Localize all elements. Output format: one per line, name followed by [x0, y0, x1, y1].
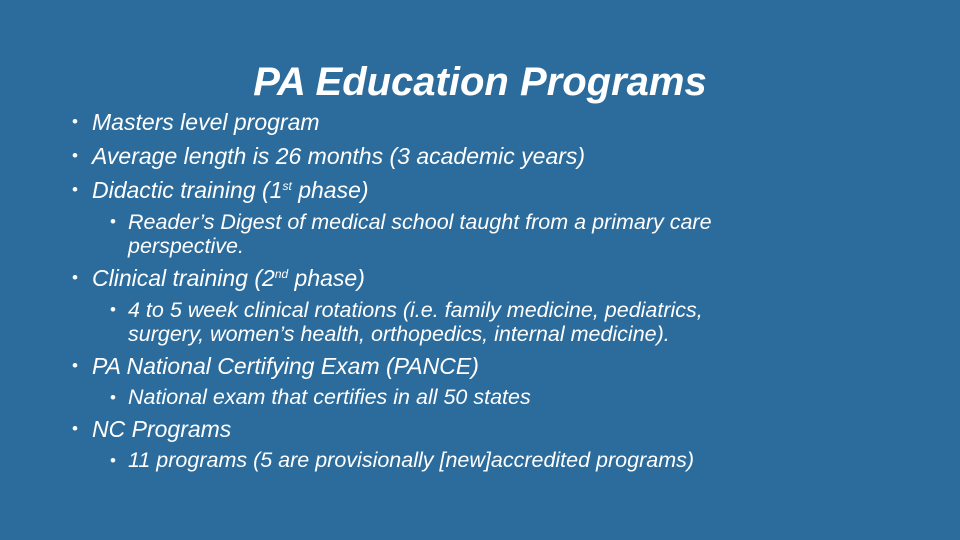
sub-bullet-clinical [72, 295, 912, 349]
bullet-icon: • [72, 419, 78, 438]
sub-bullet-icon: • [110, 388, 116, 407]
sub-bullet-line-1: 4 to 5 week clinical rotations (i.e. family medicine, pediatrics, [128, 298, 703, 322]
sub-bullet-text: National exam that certifies in all 50 states [128, 385, 531, 409]
bullet-text: Clinical training (2 [92, 265, 275, 291]
bullet-icon: • [72, 268, 78, 287]
bullet-masters [72, 105, 912, 139]
sub-bullet-nc-programs [72, 446, 912, 475]
sub-bullet-pance [72, 383, 912, 412]
sub-bullet-text: 11 programs (5 are provisionally [new]accredited programs) [128, 448, 695, 472]
sub-bullet-line-2: perspective. [128, 234, 244, 258]
ordinal-suffix: st [282, 179, 292, 193]
bullet-icon: • [72, 112, 78, 131]
bullet-icon: • [72, 146, 78, 165]
sub-bullet-line-1: Reader’s Digest of medical school taught from a primary care [128, 210, 712, 234]
sub-bullet-icon: • [110, 212, 116, 231]
bullet-text: PA National Certifying Exam (PANCE) [92, 353, 479, 379]
bullet-text: Didactic training (1 [92, 177, 283, 203]
bullet-icon: • [72, 180, 78, 199]
bullet-text-end: phase) [291, 177, 369, 203]
bullet-text: NC Programs [92, 416, 232, 442]
sub-bullet-didactic [72, 207, 912, 261]
ordinal-suffix: nd [274, 267, 289, 281]
bullet-didactic [72, 173, 912, 207]
bullet-clinical [72, 261, 912, 295]
slide-title: PA Education Programs [253, 60, 707, 104]
bullet-pance [72, 349, 912, 383]
bullet-text: Masters level program [92, 109, 320, 135]
sub-bullet-icon: • [110, 300, 116, 319]
bullet-text-end: phase) [288, 265, 365, 291]
bullet-nc-programs [72, 412, 912, 446]
bullet-length [72, 139, 912, 173]
sub-bullet-icon: • [110, 451, 116, 470]
bullet-icon: • [72, 356, 78, 375]
sub-bullet-line-2: surgery, women’s health, orthopedics, internal medicine). [128, 322, 670, 346]
bullet-text: Average length is 26 months (3 academic years) [92, 143, 586, 169]
bullet-list [72, 105, 912, 475]
